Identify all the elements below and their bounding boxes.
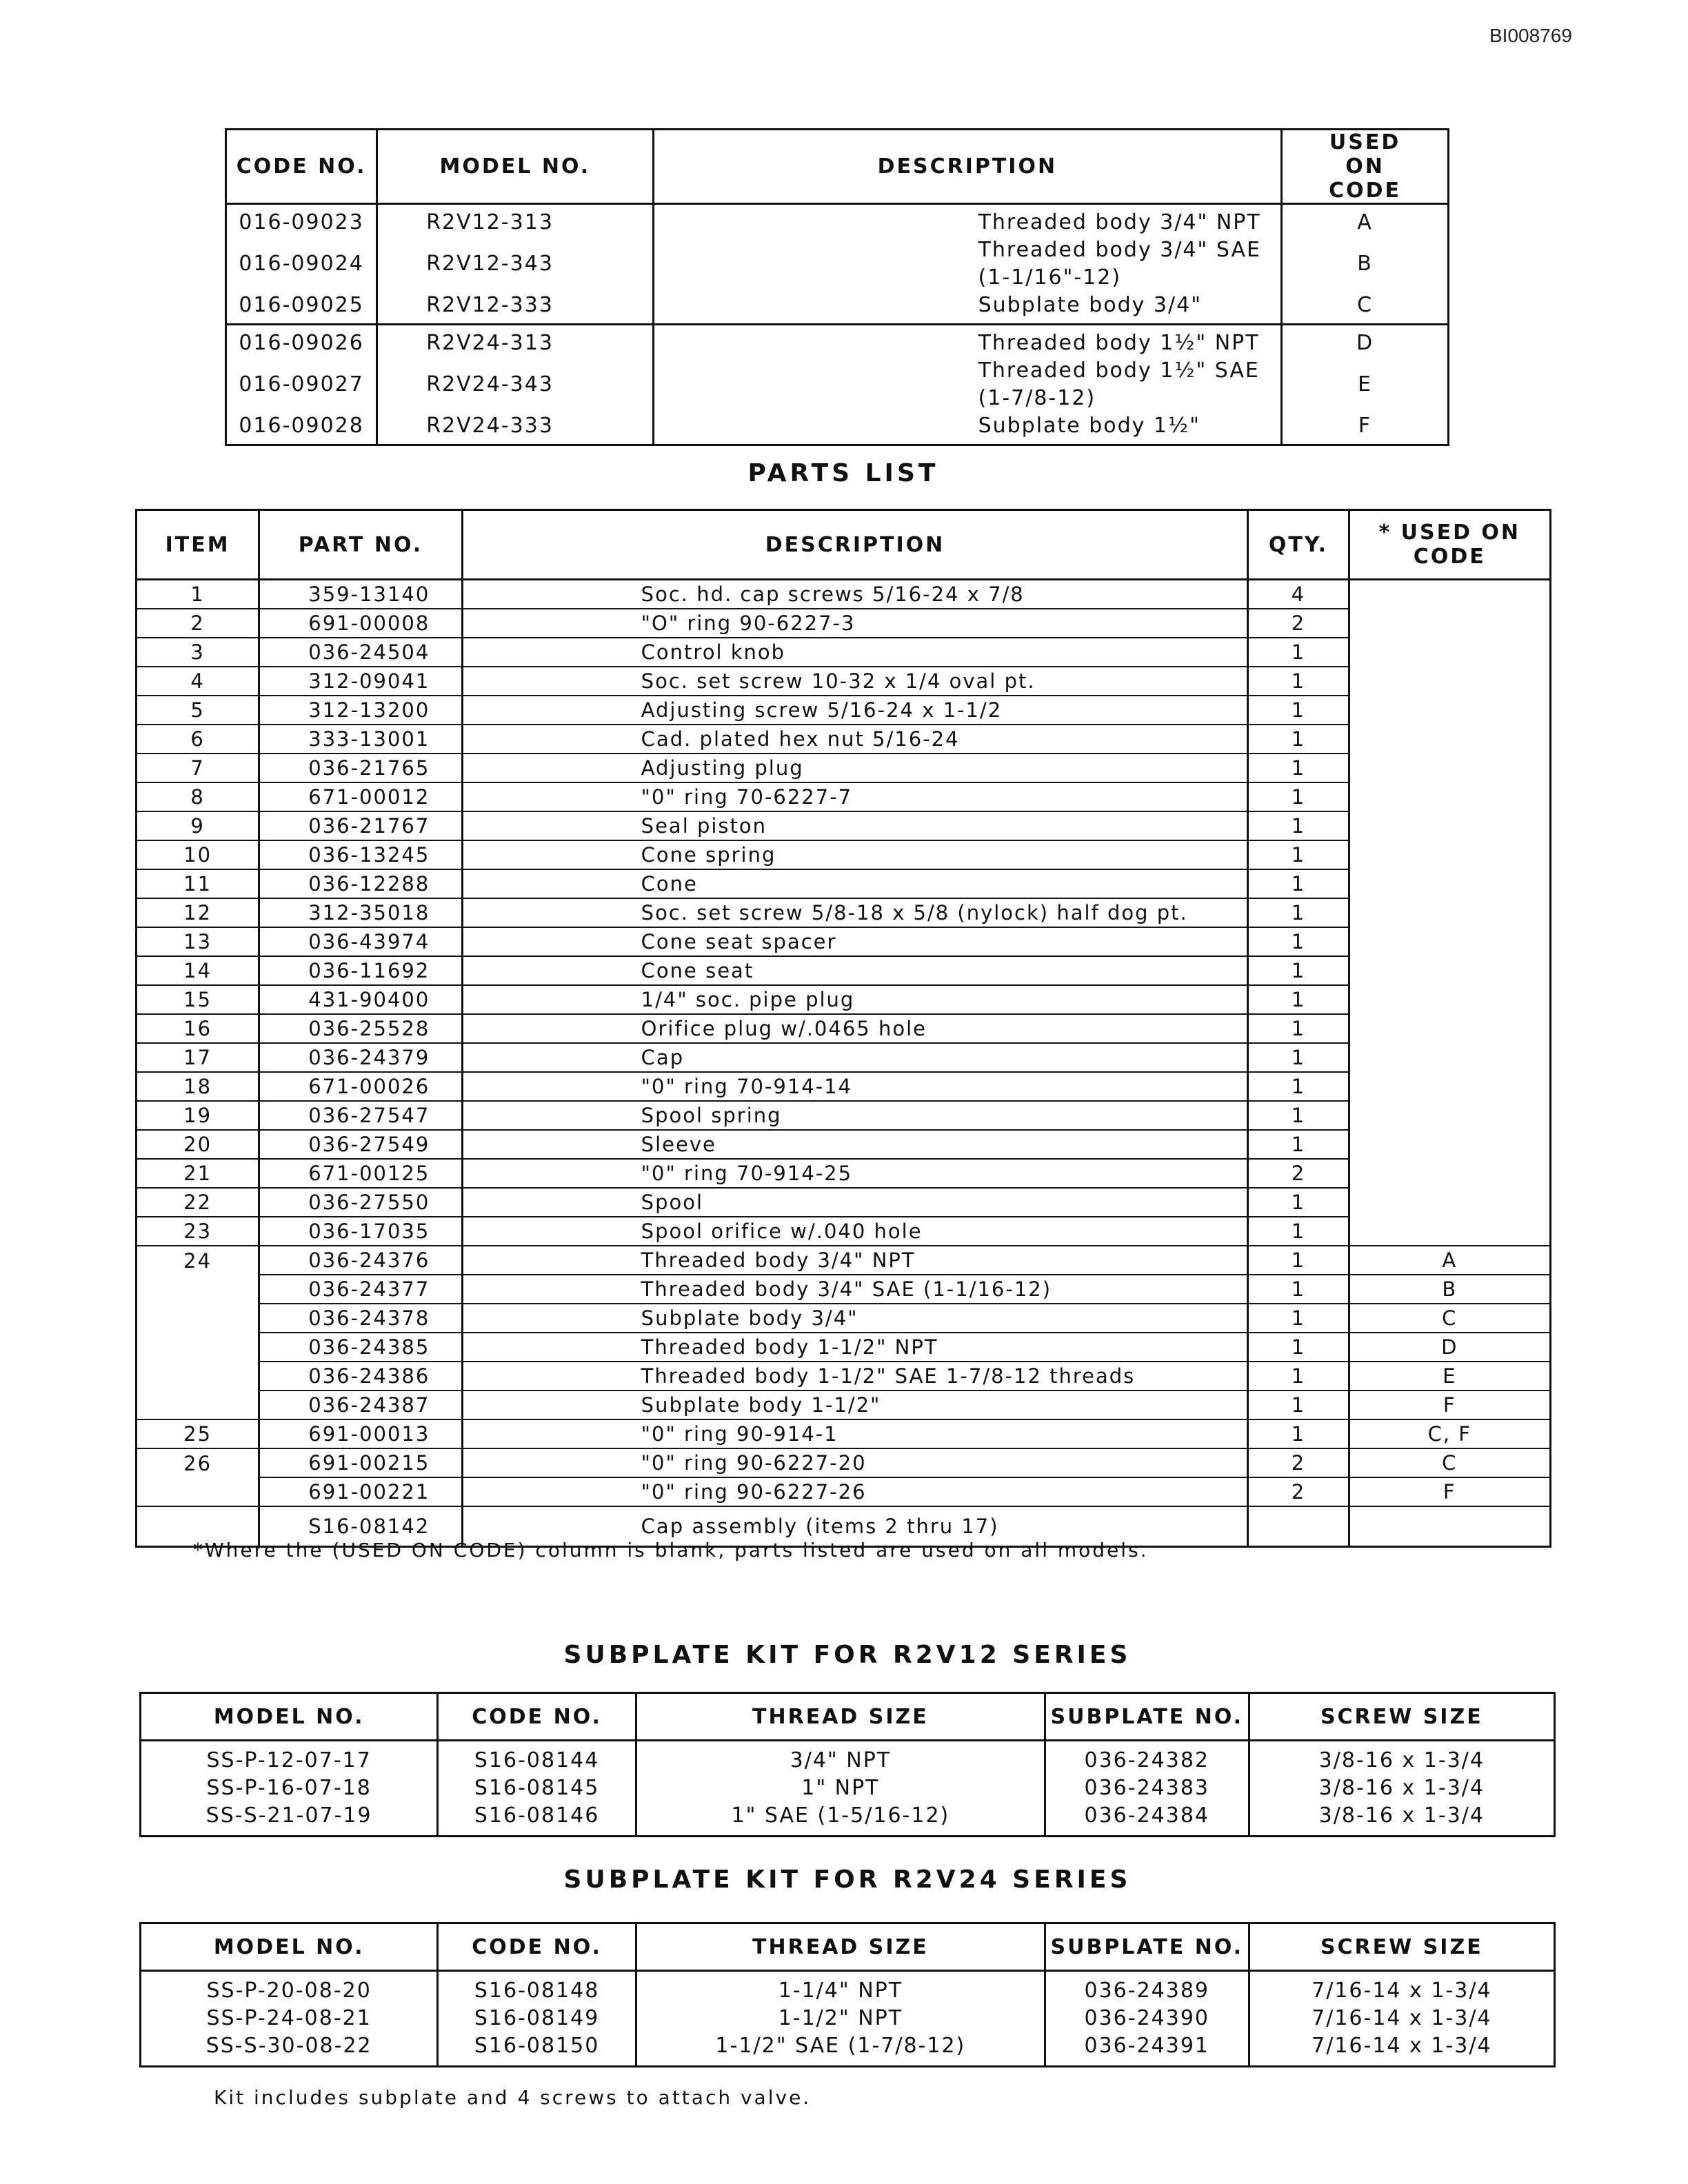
header-thread-size: THREAD SIZE <box>636 1693 1045 1741</box>
description: Threaded body 3/4" SAE (1-1/16"-12) <box>653 236 1282 292</box>
parts-row <box>137 1448 1551 1477</box>
model-no: SS-S-30-08-22 <box>141 2032 438 2067</box>
subplate-r2v12-title: SUBPLATE KIT FOR R2V12 SERIES <box>563 1641 1132 1669</box>
item-number: 20 <box>137 1130 259 1159</box>
quantity: 1 <box>1248 725 1349 754</box>
item-number <box>137 1275 259 1304</box>
model-no: SS-P-16-07-18 <box>141 1775 438 1802</box>
subplate-row <box>141 1775 1555 1802</box>
item-number <box>137 1477 259 1506</box>
part-number: 036-27549 <box>259 1130 462 1159</box>
part-number: 036-24378 <box>259 1304 462 1333</box>
subplate-r2v12-body <box>141 1741 1555 1837</box>
part-number: 691-00013 <box>259 1419 462 1448</box>
used-on-code <box>1349 1159 1550 1188</box>
used-on-code <box>1349 1188 1550 1217</box>
quantity: 1 <box>1248 985 1349 1014</box>
part-number: 312-35018 <box>259 898 462 927</box>
parts-row <box>137 754 1551 782</box>
used-on-code <box>1349 696 1550 725</box>
subplate-r2v24-table <box>139 1922 1556 2067</box>
subplate-row <box>141 2032 1555 2067</box>
header-description: DESCRIPTION <box>653 130 1282 204</box>
item-number: 2 <box>137 609 259 638</box>
part-number: 036-24377 <box>259 1275 462 1304</box>
item-number: 7 <box>137 754 259 782</box>
model-table <box>225 128 1449 446</box>
header-qty: QTY. <box>1248 510 1349 580</box>
description: Threaded body 3/4" NPT <box>653 204 1282 237</box>
part-number: 312-13200 <box>259 696 462 725</box>
used-on-code <box>1349 1072 1550 1101</box>
part-number: 036-24504 <box>259 638 462 667</box>
code-no: 016-09024 <box>226 236 377 292</box>
quantity: 1 <box>1248 956 1349 985</box>
item-number: 9 <box>137 811 259 840</box>
item-number: 11 <box>137 869 259 898</box>
part-description: "O" ring 90-6227-3 <box>462 609 1248 638</box>
part-description: "0" ring 90-6227-20 <box>462 1448 1248 1477</box>
part-description: Cap <box>462 1043 1248 1072</box>
part-description: "0" ring 70-6227-7 <box>462 782 1248 811</box>
quantity: 1 <box>1248 1101 1349 1130</box>
used-on-code <box>1349 754 1550 782</box>
part-description: "0" ring 90-6227-26 <box>462 1477 1248 1506</box>
used-on-code <box>1349 638 1550 667</box>
parts-row <box>137 1362 1551 1391</box>
used-on-code: E <box>1358 372 1373 396</box>
parts-list-title: PARTS LIST <box>747 459 939 487</box>
part-description: Threaded body 3/4" NPT <box>462 1246 1248 1275</box>
used-on-code: A <box>1349 1246 1550 1275</box>
model-no: R2V12-333 <box>377 292 653 325</box>
quantity: 1 <box>1248 927 1349 956</box>
quantity: 1 <box>1248 1419 1349 1448</box>
used-on-code: B <box>1357 252 1373 276</box>
item-number: 19 <box>137 1101 259 1130</box>
used-on-code <box>1349 667 1550 696</box>
subplate-no: 036-24391 <box>1045 2032 1249 2067</box>
item-number: 18 <box>137 1072 259 1101</box>
parts-row <box>137 1101 1551 1130</box>
part-number: 036-11692 <box>259 956 462 985</box>
part-number: 036-27547 <box>259 1101 462 1130</box>
used-on-code: E <box>1349 1362 1550 1391</box>
part-number: 691-00215 <box>259 1448 462 1477</box>
parts-row <box>137 1130 1551 1159</box>
used-on-code: C <box>1357 293 1374 317</box>
parts-row <box>137 1304 1551 1333</box>
item-number: 10 <box>137 840 259 869</box>
parts-row <box>137 638 1551 667</box>
header-screw-size: SCREW SIZE <box>1249 1693 1554 1741</box>
part-description: Adjusting plug <box>462 754 1248 782</box>
header-description: DESCRIPTION <box>462 510 1248 580</box>
quantity: 1 <box>1248 1188 1349 1217</box>
header-model-no: MODEL NO. <box>141 1923 438 1971</box>
part-number: 036-24385 <box>259 1333 462 1362</box>
model-no: R2V24-333 <box>377 412 653 445</box>
header-code-no: CODE NO. <box>438 1923 636 1971</box>
parts-row <box>137 782 1551 811</box>
part-description: Threaded body 1-1/2" SAE 1-7/8-12 threads <box>462 1362 1248 1391</box>
parts-row <box>137 1072 1551 1101</box>
used-on-code: A <box>1357 210 1373 234</box>
item-number: 4 <box>137 667 259 696</box>
quantity: 2 <box>1248 1448 1349 1477</box>
item-number <box>137 1304 259 1333</box>
parts-row <box>137 1188 1551 1217</box>
subplate-row <box>141 2005 1555 2032</box>
used-on-code <box>1349 725 1550 754</box>
part-description: Spool orifice w/.040 hole <box>462 1217 1248 1246</box>
part-number: 036-27550 <box>259 1188 462 1217</box>
model-no: R2V24-343 <box>377 357 653 412</box>
subplate-no: 036-24390 <box>1045 2005 1249 2032</box>
parts-row <box>137 1275 1551 1304</box>
part-description: Soc. set screw 5/8-18 x 5/8 (nylock) half dog pt. <box>462 898 1248 927</box>
item-number: 25 <box>137 1419 259 1448</box>
quantity: 1 <box>1248 1130 1349 1159</box>
model-row <box>226 357 1449 412</box>
screw-size: 7/16-14 x 1-3/4 <box>1312 1979 1492 2003</box>
quantity: 2 <box>1248 1159 1349 1188</box>
code-no: 016-09025 <box>226 292 377 325</box>
model-no: SS-S-21-07-19 <box>141 1802 438 1837</box>
quantity: 1 <box>1248 1333 1349 1362</box>
description: Subplate body 1½" <box>653 412 1282 445</box>
used-on-code <box>1349 898 1550 927</box>
screw-size: 7/16-14 x 1-3/4 <box>1312 2034 1492 2058</box>
quantity: 1 <box>1248 1217 1349 1246</box>
parts-row <box>137 1419 1551 1448</box>
part-number: 333-13001 <box>259 725 462 754</box>
description: Threaded body 1½" NPT <box>653 325 1282 358</box>
parts-row <box>137 580 1551 609</box>
quantity: 4 <box>1248 580 1349 609</box>
part-description: "0" ring 70-914-25 <box>462 1159 1248 1188</box>
model-no: R2V12-343 <box>377 236 653 292</box>
part-description: Orifice plug w/.0465 hole <box>462 1014 1248 1043</box>
part-description: Cone seat spacer <box>462 927 1248 956</box>
parts-row <box>137 898 1551 927</box>
code-no: S16-08146 <box>438 1802 636 1837</box>
part-number: 036-17035 <box>259 1217 462 1246</box>
description: Subplate body 3/4" <box>653 292 1282 325</box>
used-on-code: D <box>1349 1333 1550 1362</box>
model-no: R2V12-313 <box>377 204 653 237</box>
used-on-code <box>1349 782 1550 811</box>
item-number: 26 <box>137 1448 259 1477</box>
subplate-r2v12-table <box>139 1692 1556 1837</box>
part-number: 036-24379 <box>259 1043 462 1072</box>
used-on-code <box>1349 985 1550 1014</box>
used-on-code <box>1349 956 1550 985</box>
subplate-no: 036-24384 <box>1045 1802 1249 1837</box>
part-number: 312-09041 <box>259 667 462 696</box>
item-number: 15 <box>137 985 259 1014</box>
item-number: 16 <box>137 1014 259 1043</box>
model-row <box>226 204 1449 237</box>
part-number: 036-21765 <box>259 754 462 782</box>
header-used-on-code: USED ON CODE <box>1282 130 1449 204</box>
quantity: 1 <box>1248 869 1349 898</box>
header-model-no: MODEL NO. <box>141 1693 438 1741</box>
code-no: 016-09028 <box>226 412 377 445</box>
quantity: 1 <box>1248 811 1349 840</box>
item-number <box>137 1333 259 1362</box>
quantity: 1 <box>1248 1275 1349 1304</box>
parts-row <box>137 840 1551 869</box>
used-on-code <box>1349 609 1550 638</box>
screw-size: 3/8-16 x 1-3/4 <box>1318 1776 1485 1800</box>
subplate-r2v24-title: SUBPLATE KIT FOR R2V24 SERIES <box>563 1866 1132 1894</box>
thread-size: 3/4" NPT <box>636 1741 1045 1775</box>
part-number: 036-13245 <box>259 840 462 869</box>
header-used-on-code: * USED ON CODE <box>1349 510 1550 580</box>
code-no: S16-08145 <box>438 1775 636 1802</box>
used-on-code: F <box>1349 1477 1550 1506</box>
quantity <box>1248 1506 1349 1547</box>
thread-size: 1-1/2" SAE (1-7/8-12) <box>636 2032 1045 2067</box>
item-number: 12 <box>137 898 259 927</box>
screw-size: 7/16-14 x 1-3/4 <box>1312 2006 1492 2030</box>
quantity: 1 <box>1248 898 1349 927</box>
thread-size: 1" SAE (1-5/16-12) <box>636 1802 1045 1837</box>
part-number: 036-21767 <box>259 811 462 840</box>
model-table-header <box>226 130 1449 204</box>
item-number <box>137 1391 259 1419</box>
used-on-code: F <box>1349 1391 1550 1419</box>
screw-size: 3/8-16 x 1-3/4 <box>1318 1803 1485 1828</box>
item-number: 23 <box>137 1217 259 1246</box>
model-row <box>226 292 1449 325</box>
used-on-code <box>1349 580 1550 609</box>
header-thread-size: THREAD SIZE <box>636 1923 1045 1971</box>
used-on-code <box>1349 1014 1550 1043</box>
code-no: 016-09023 <box>226 204 377 237</box>
part-description: Threaded body 1-1/2" NPT <box>462 1333 1248 1362</box>
part-description: Threaded body 3/4" SAE (1-1/16-12) <box>462 1275 1248 1304</box>
used-on-code: C <box>1349 1304 1550 1333</box>
parts-list-table <box>135 509 1551 1548</box>
part-description: Adjusting screw 5/16-24 x 1-1/2 <box>462 696 1248 725</box>
item-number: 24 <box>137 1246 259 1275</box>
description: Threaded body 1½" SAE (1-7/8-12) <box>653 357 1282 412</box>
quantity: 1 <box>1248 667 1349 696</box>
part-number: 036-43974 <box>259 927 462 956</box>
quantity: 1 <box>1248 1043 1349 1072</box>
model-row <box>226 412 1449 445</box>
used-on-code <box>1349 811 1550 840</box>
subplate-row <box>141 1802 1555 1837</box>
part-description: Seal piston <box>462 811 1248 840</box>
parts-row <box>137 725 1551 754</box>
parts-row <box>137 869 1551 898</box>
parts-row <box>137 927 1551 956</box>
part-description: Subplate body 1-1/2" <box>462 1391 1248 1419</box>
code-no: S16-08149 <box>438 2005 636 2032</box>
thread-size: 1-1/2" NPT <box>636 2005 1045 2032</box>
model-table-body <box>226 204 1449 445</box>
part-number: 691-00008 <box>259 609 462 638</box>
parts-row <box>137 1477 1551 1506</box>
thread-size: 1" NPT <box>636 1775 1045 1802</box>
quantity: 1 <box>1248 754 1349 782</box>
parts-list-header <box>137 510 1551 580</box>
item-number: 3 <box>137 638 259 667</box>
item-number <box>137 1362 259 1391</box>
part-number: 036-12288 <box>259 869 462 898</box>
parts-row <box>137 1014 1551 1043</box>
used-on-code: B <box>1349 1275 1550 1304</box>
part-description: Cone seat <box>462 956 1248 985</box>
part-description: "0" ring 70-914-14 <box>462 1072 1248 1101</box>
part-description: Cone spring <box>462 840 1248 869</box>
item-number: 5 <box>137 696 259 725</box>
parts-row <box>137 696 1551 725</box>
part-number: 036-24386 <box>259 1362 462 1391</box>
parts-list-footnote: *Where the (USED ON CODE) column is blank, parts listed are used on all models. <box>193 1539 1149 1561</box>
quantity: 1 <box>1248 782 1349 811</box>
model-no: SS-P-12-07-17 <box>141 1741 438 1775</box>
header-item: ITEM <box>137 510 259 580</box>
part-description: 1/4" soc. pipe plug <box>462 985 1248 1014</box>
used-on-code: F <box>1358 414 1372 438</box>
used-on-code <box>1349 1130 1550 1159</box>
quantity: 1 <box>1248 638 1349 667</box>
quantity: 1 <box>1248 840 1349 869</box>
used-on-code <box>1349 927 1550 956</box>
screw-size: 3/8-16 x 1-3/4 <box>1318 1748 1485 1772</box>
code-no: S16-08148 <box>438 1971 636 2005</box>
quantity: 1 <box>1248 1014 1349 1043</box>
part-description: Sleeve <box>462 1130 1248 1159</box>
header-model-no: MODEL NO. <box>377 130 653 204</box>
item-number: 17 <box>137 1043 259 1072</box>
part-description: Cad. plated hex nut 5/16-24 <box>462 725 1248 754</box>
part-description: Cone <box>462 869 1248 898</box>
part-description: "0" ring 90-914-1 <box>462 1419 1248 1448</box>
item-number: 13 <box>137 927 259 956</box>
header-subplate-no: SUBPLATE NO. <box>1045 1693 1249 1741</box>
quantity: 1 <box>1248 696 1349 725</box>
part-description: Cap assembly (items 2 thru 17) <box>462 1506 1248 1547</box>
subplate-row <box>141 1741 1555 1775</box>
item-number: 14 <box>137 956 259 985</box>
model-no: SS-P-24-08-21 <box>141 2005 438 2032</box>
parts-row <box>137 1043 1551 1072</box>
parts-row <box>137 1246 1551 1275</box>
part-number: 036-24376 <box>259 1246 462 1275</box>
part-description: Soc. set screw 10-32 x 1/4 oval pt. <box>462 667 1248 696</box>
part-description: Spool spring <box>462 1101 1248 1130</box>
header-screw-size: SCREW SIZE <box>1249 1923 1554 1971</box>
part-number: 671-00125 <box>259 1159 462 1188</box>
model-row <box>226 325 1449 358</box>
quantity: 1 <box>1248 1304 1349 1333</box>
document-id: BI008769 <box>1489 25 1572 46</box>
parts-row <box>137 811 1551 840</box>
parts-row <box>137 1217 1551 1246</box>
part-number: 671-00026 <box>259 1072 462 1101</box>
parts-row <box>137 609 1551 638</box>
item-number: 22 <box>137 1188 259 1217</box>
item-number: 1 <box>137 580 259 609</box>
model-no: R2V24-313 <box>377 325 653 358</box>
quantity: 1 <box>1248 1246 1349 1275</box>
part-number: 359-13140 <box>259 580 462 609</box>
header-part-no: PART NO. <box>259 510 462 580</box>
quantity: 2 <box>1248 1477 1349 1506</box>
part-description: Control knob <box>462 638 1248 667</box>
header-code-no: CODE NO. <box>226 130 377 204</box>
used-on-code <box>1349 1101 1550 1130</box>
subplate-no: 036-24383 <box>1045 1775 1249 1802</box>
parts-list-body <box>137 580 1551 1547</box>
part-number: 431-90400 <box>259 985 462 1014</box>
parts-row <box>137 1391 1551 1419</box>
part-number: 036-25528 <box>259 1014 462 1043</box>
item-number: 21 <box>137 1159 259 1188</box>
used-on-code <box>1349 1506 1550 1547</box>
code-no: 016-09026 <box>226 325 377 358</box>
quantity: 2 <box>1248 609 1349 638</box>
code-no: S16-08144 <box>438 1741 636 1775</box>
code-no: S16-08150 <box>438 2032 636 2067</box>
part-description: Subplate body 3/4" <box>462 1304 1248 1333</box>
parts-row <box>137 667 1551 696</box>
used-on-code <box>1349 840 1550 869</box>
subplate-no: 036-24389 <box>1045 1971 1249 2005</box>
used-on-code: D <box>1282 325 1449 358</box>
part-description: Soc. hd. cap screws 5/16-24 x 7/8 <box>462 580 1248 609</box>
used-on-code: C, F <box>1349 1419 1550 1448</box>
used-on-code: C <box>1349 1448 1550 1477</box>
parts-row <box>137 1333 1551 1362</box>
thread-size: 1-1/4" NPT <box>636 1971 1045 2005</box>
subplate-row <box>141 1971 1555 2005</box>
subplate-footnote: Kit includes subplate and 4 screws to attach valve. <box>214 2086 812 2109</box>
item-number: 8 <box>137 782 259 811</box>
part-number: 691-00221 <box>259 1477 462 1506</box>
subplate-no: 036-24382 <box>1045 1741 1249 1775</box>
model-row <box>226 236 1449 292</box>
subplate-r2v24-body <box>141 1971 1555 2067</box>
part-number: S16-08142 <box>259 1506 462 1547</box>
code-no: 016-09027 <box>226 357 377 412</box>
quantity: 1 <box>1248 1391 1349 1419</box>
part-number: 036-24387 <box>259 1391 462 1419</box>
header-subplate-no: SUBPLATE NO. <box>1045 1923 1249 1971</box>
parts-row <box>137 956 1551 985</box>
model-no: SS-P-20-08-20 <box>141 1971 438 2005</box>
quantity: 1 <box>1248 1072 1349 1101</box>
used-on-code <box>1349 1043 1550 1072</box>
parts-row <box>137 985 1551 1014</box>
part-description: Spool <box>462 1188 1248 1217</box>
subplate-r2v12-header <box>141 1693 1555 1741</box>
quantity: 1 <box>1248 1362 1349 1391</box>
used-on-code <box>1349 869 1550 898</box>
part-number: 671-00012 <box>259 782 462 811</box>
parts-row <box>137 1159 1551 1188</box>
header-code-no: CODE NO. <box>438 1693 636 1741</box>
used-on-code <box>1349 1217 1550 1246</box>
item-number: 6 <box>137 725 259 754</box>
subplate-r2v24-header <box>141 1923 1555 1971</box>
